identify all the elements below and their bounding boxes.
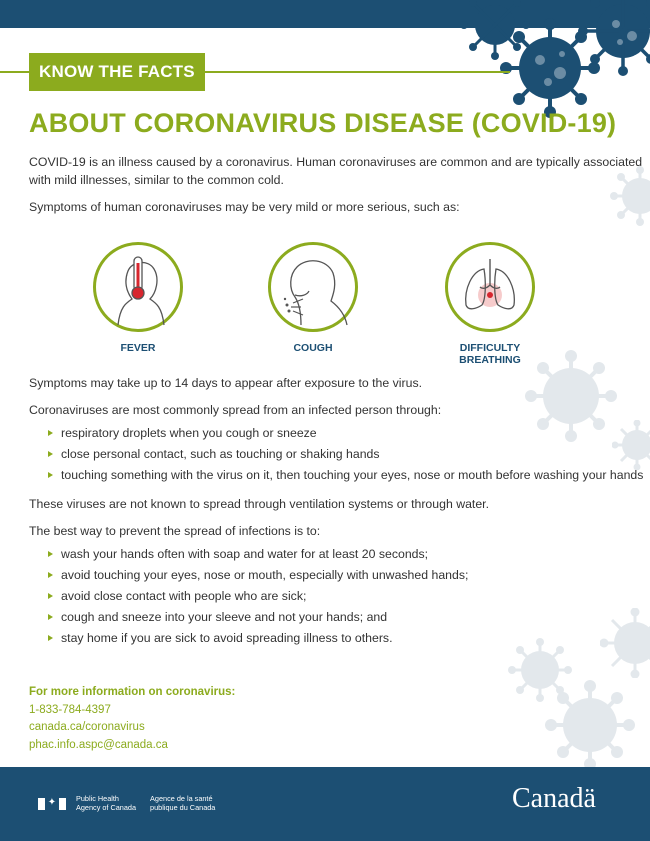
agency-name-fr (150, 795, 215, 812)
spread-intro: Coronaviruses are most commonly spread from an infected person through: (29, 403, 442, 417)
list-item-text: wash your hands often with soap and water for at least 20 seconds; (61, 547, 429, 561)
list-item-text: close personal contact, such as touching or shaking hands (61, 447, 380, 461)
bullet-arrow-icon (48, 451, 53, 457)
agency-fr-line-2: publique du Canada (150, 802, 216, 812)
list-item-text: stay home if you are sick to avoid spreading illness to others. (61, 631, 393, 645)
not-spread-text: These viruses are not known to spread through ventilation systems or through water. (29, 497, 490, 511)
list-item (48, 423, 643, 444)
page-title: ABOUT CORONAVIRUS DISEASE (COVID-19) (29, 108, 617, 138)
symptom-label: DIFFICULTY BREATHING (459, 342, 521, 366)
bullet-arrow-icon (48, 472, 53, 478)
list-item-text: cough and sneeze into your sleeve and not your hands; and (61, 610, 388, 624)
symptom-fever (78, 242, 198, 354)
bullet-arrow-icon (48, 572, 53, 578)
list-item (48, 607, 468, 628)
intro-line-2: with mild illnesses, similar to the common cold. (29, 173, 284, 187)
list-item (48, 586, 468, 607)
virus-illustration-top-center (500, 18, 600, 118)
list-item (48, 628, 468, 649)
prevent-list (48, 544, 468, 649)
agency-fr-line-1: Agence de la santé (150, 794, 213, 803)
virus-illustration-faded-6 (545, 680, 635, 770)
onset-text: Symptoms may take up to 14 days to appear after exposure to the virus. (29, 376, 423, 390)
list-item-text: avoid close contact with people who are sick; (61, 589, 307, 603)
bullet-arrow-icon (48, 614, 53, 620)
lungs-icon (448, 245, 532, 329)
fever-icon (96, 245, 180, 329)
symptom-label: FEVER (120, 342, 156, 354)
symptom-label: COUGH (293, 342, 333, 354)
symptom-cough (253, 242, 373, 354)
symptoms-intro: Symptoms of human coronaviruses may be very mild or more serious, such as: (29, 200, 460, 214)
website-link[interactable]: canada.ca/coronavirus (29, 721, 145, 733)
more-info-heading: For more information on coronavirus: (29, 686, 236, 698)
more-info-block (29, 684, 235, 754)
list-item-text: respiratory droplets when you cough or sneeze (61, 426, 317, 440)
cough-icon (271, 245, 355, 329)
symptom-circle (93, 242, 183, 332)
list-item (48, 565, 468, 586)
list-item (48, 544, 468, 565)
bullet-arrow-icon (48, 593, 53, 599)
intro-line-1: COVID-19 is an illness caused by a coronavirus. Human coronaviruses are common and are typically associated (29, 155, 643, 169)
agency-name-en (76, 795, 136, 812)
agency-en-line-2: Agency of Canada (76, 802, 137, 812)
phac-signature (38, 795, 229, 812)
bullet-arrow-icon (48, 430, 53, 436)
symptom-difficulty-breathing (430, 242, 550, 366)
symptom-circle (268, 242, 358, 332)
list-item-text: touching something with the virus on it, then touching your eyes, nose or mouth before washing your hands (61, 468, 644, 482)
list-item (48, 465, 643, 486)
know-the-facts-banner: KNOW THE FACTS (29, 53, 205, 91)
prevent-intro: The best way to prevent the spread of infections is to: (29, 524, 321, 538)
canada-wordmark: Canadä (512, 783, 596, 814)
canada-flag-icon: ✦ (38, 798, 66, 810)
virus-illustration-faded-5 (600, 608, 650, 678)
email-link[interactable]: phac.info.aspc@canada.ca (29, 738, 168, 751)
virus-illustration-faded-1 (610, 166, 650, 226)
list-item-text: avoid touching your eyes, nose or mouth, especially with unwashed hands; (61, 568, 469, 582)
bullet-arrow-icon (48, 551, 53, 557)
symptom-circle (445, 242, 535, 332)
list-item (48, 444, 643, 465)
spread-list (48, 423, 643, 486)
agency-en-line-1: Public Health (76, 794, 119, 803)
phone-link[interactable]: 1-833-784-4397 (29, 703, 111, 716)
bullet-arrow-icon (48, 635, 53, 641)
